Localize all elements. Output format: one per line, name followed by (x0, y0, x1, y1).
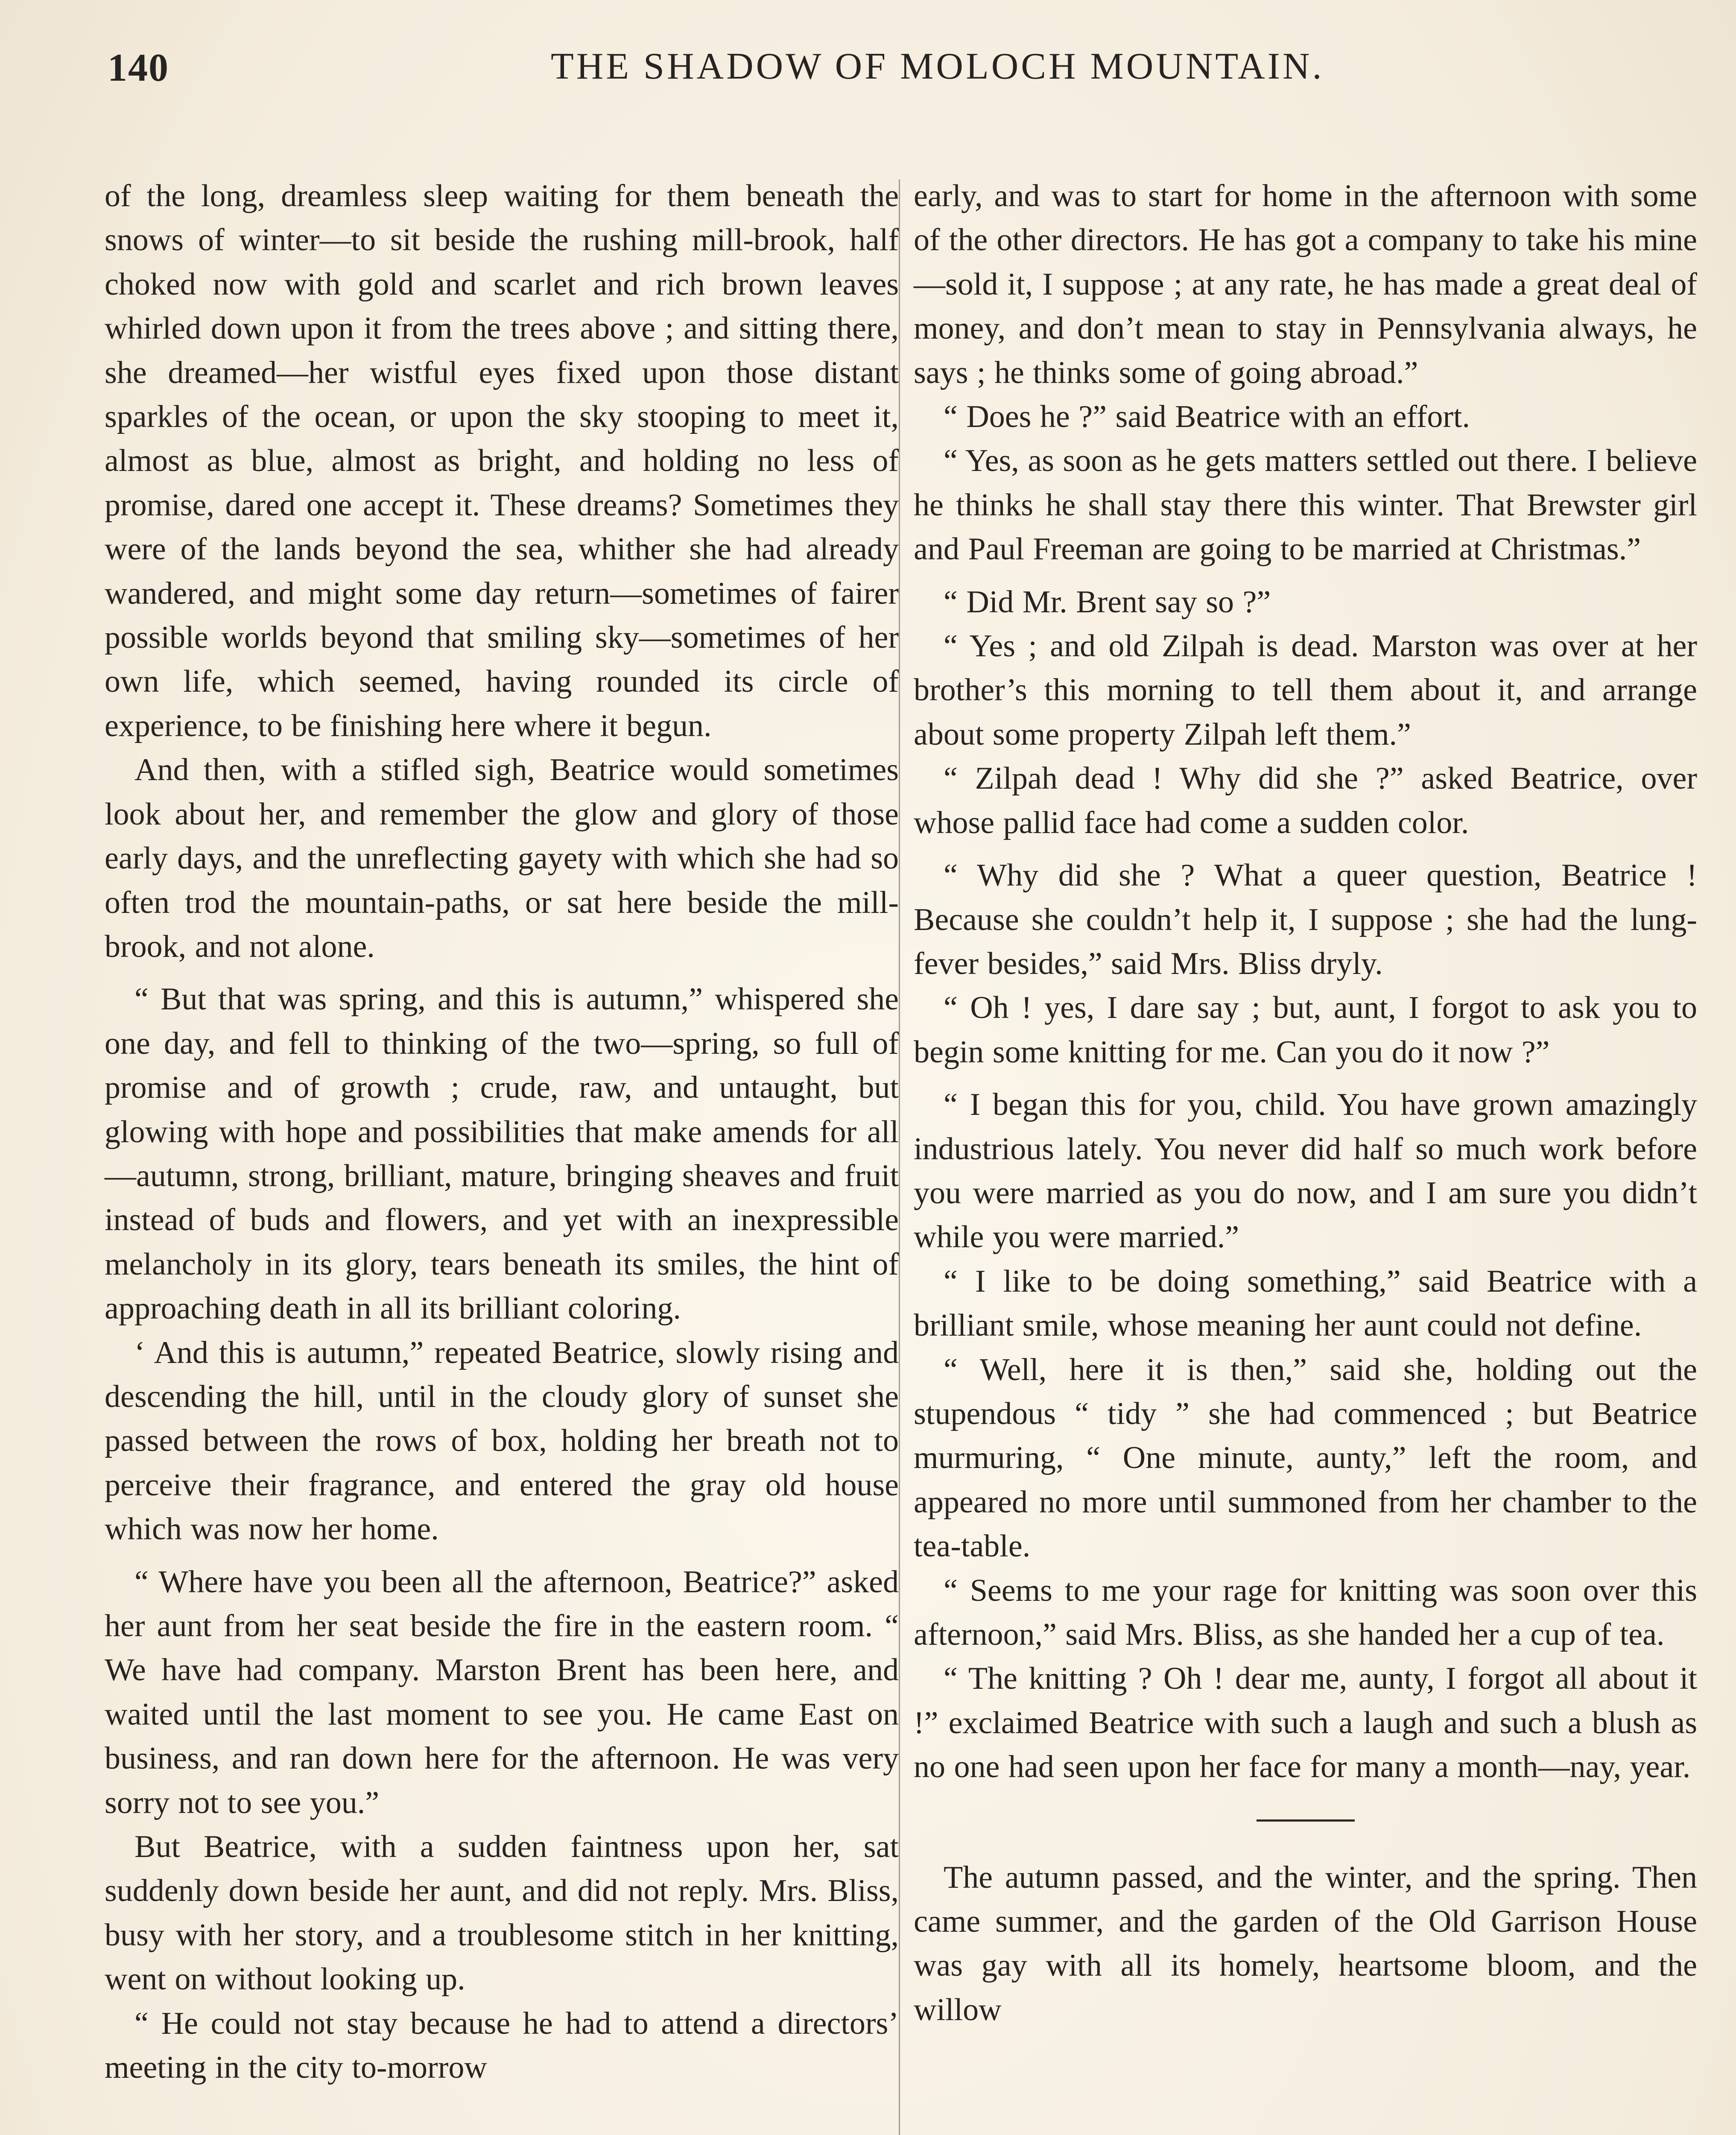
paragraph: “ Why did she ? What a queer question, Beatrice ! Because she couldn’t help it, I suppose ; she had the lung-fever besides,” said Mrs. Bliss dryly. (914, 858, 1697, 981)
left-column (105, 174, 899, 2090)
paragraph: “ Seems to me your rage for knitting was soon over this afternoon,” said Mrs. Bliss, as she handed her a cup of tea. (914, 1573, 1697, 1652)
page-header (0, 45, 1736, 96)
paragraph: ‘ And this is autumn,” repeated Beatrice, slowly rising and descending the hill, until in the cloudy glory of sunset she passed between the rows of box, holding her breath not to perceive their fragrance, and entered the gray old house which was now her home. (105, 1335, 899, 1547)
paragraph: “ The knitting ? Oh ! dear me, aunty, I forgot all about it !” exclaimed Beatrice with such a laugh and such a blush as no one had seen upon her face for many a month—nay, year. (914, 1661, 1697, 1785)
page-number: 140 (108, 46, 169, 89)
section-break-rule (1257, 1819, 1355, 1822)
paragraph: “ Oh ! yes, I dare say ; but, aunt, I forgot to ask you to begin some knitting for me. Can you do it now ?” (914, 990, 1697, 1070)
paragraph: And then, with a stifled sigh, Beatrice would sometimes look about her, and remember the glow and glory of those early days, and the unreflecting gayety with which she had so often trod the mountain-paths, or sat here beside the mill-brook, and not alone. (105, 752, 899, 964)
paragraph: “ I began this for you, child. You have grown amazingly industrious lately. You never did half so much work before you were married as you do now, and I am sure you didn’t while you were married.” (914, 1087, 1697, 1255)
paragraph: “ I like to be doing something,” said Beatrice with a brilliant smile, whose meaning her aunt could not define. (914, 1263, 1697, 1343)
column-divider (899, 179, 900, 2135)
paragraph: But Beatrice, with a sudden faintness upon her, sat suddenly down beside her aunt, and did not reply. Mrs. Bliss, busy with her story, and a troublesome stitch in her knitting, went on without looking up. (105, 1829, 899, 1997)
paragraph: “ Where have you been all the afternoon, Beatrice?” asked her aunt from her seat beside the fire in the eastern room. “ We have had company. Marston Brent has been here, and waited until the last moment to see you. He came East on business, and ran down here for the afternoon. He was very sorry not to see you.” (105, 1564, 899, 1820)
paragraph: of the long, dreamless sleep waiting for them beneath the snows of winter—to sit beside the rushing mill-brook, half choked now with gold and scarlet and rich brown leaves whirled down upon it from the trees above ; and sitting there, she dreamed—her wistful eyes fixed upon those distant sparkles of the ocean, or upon the sky stooping to meet it, almost as blue, almost as bright, and holding no less of promise, dared one accept it. These dreams? Sometimes they were of the lands beyond the sea, whither she had already wandered, and might some day return—sometimes of fairer possible worlds beyond that smiling sky—sometimes of her own life, which seemed, having rounded its circle of experience, to be finishing here where it begun. (105, 178, 899, 743)
paragraph: “ He could not stay because he had to attend a directors’ meeting in the city to-morrow (105, 2006, 899, 2085)
paragraph: “ Yes, as soon as he gets matters settled out there. I believe he thinks he shall stay there this winter. That Brewster girl and Paul Freeman are going to be married at Christmas.” (914, 443, 1697, 567)
running-title: THE SHADOW OF MOLOCH MOUNTAIN. (551, 46, 1324, 87)
paragraph: “ Yes ; and old Zilpah is dead. Marston was over at her brother’s this morning to tell them about it, and arrange about some property Zilpah left them.” (914, 629, 1697, 752)
paragraph: “ Did Mr. Brent say so ?” (944, 584, 1271, 620)
paragraph: “ Well, here it is then,” said she, holding out the stupendous “ tidy ” she had commenced ; but Beatrice murmuring, “ One minute, aunty,” left the room, and appeared no more until summoned from her chamber to the tea-table. (914, 1352, 1697, 1564)
paragraph: “ But that was spring, and this is autumn,” whispered she one day, and fell to thinking of the two—spring, so full of promise and of growth ; crude, raw, and untaught, but glowing with hope and possibilities that make amends for all—autumn, strong, brilliant, mature, bringing sheaves and fruit instead of buds and flowers, and yet with an inexpressible melancholy in its glory, tears beneath its smiles, the hint of approaching death in all its brilliant coloring. (105, 982, 899, 1326)
right-column (914, 174, 1697, 2032)
paragraph: The autumn passed, and the winter, and the spring. Then came summer, and the garden of the Old Garrison House was gay with all its homely, heartsome bloom, and the willow (914, 1860, 1697, 2027)
paragraph: “ Does he ?” said Beatrice with an effort. (944, 399, 1470, 435)
paragraph: early, and was to start for home in the afternoon with some of the other directors. He has got a company to take his mine—sold it, I suppose ; at any rate, he has made a great deal of money, and don’t mean to stay in Pennsylvania always, he says ; he thinks some of going abroad.” (914, 178, 1697, 390)
paragraph: “ Zilpah dead ! Why did she ?” asked Beatrice, over whose pallid face had come a sudden color. (914, 761, 1697, 840)
